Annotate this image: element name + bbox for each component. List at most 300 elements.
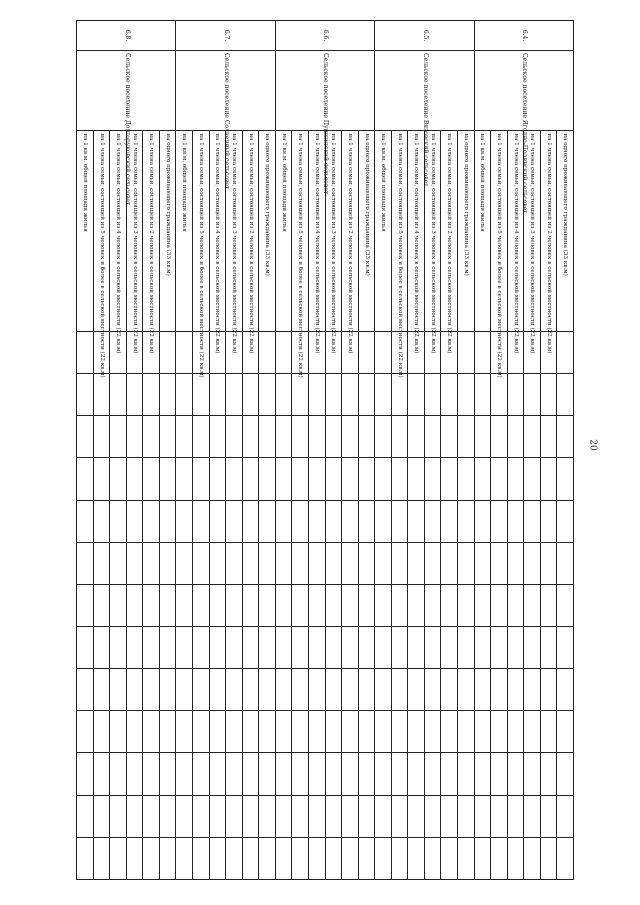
tariff-value bbox=[491, 711, 508, 753]
tariff-value bbox=[193, 669, 210, 711]
tariff-value bbox=[358, 542, 375, 584]
tariff-value bbox=[93, 500, 110, 542]
tariff-value bbox=[176, 458, 193, 500]
tariff-value bbox=[93, 542, 110, 584]
tariff-value bbox=[358, 416, 375, 458]
tariff-value bbox=[193, 416, 210, 458]
tariff-value bbox=[391, 669, 408, 711]
tariff-value bbox=[159, 669, 176, 711]
tariff-value bbox=[507, 500, 524, 542]
tariff-value bbox=[474, 584, 491, 626]
table-row bbox=[292, 21, 309, 880]
tariff-value bbox=[325, 711, 342, 753]
tariff-value bbox=[226, 584, 243, 626]
tariff-value bbox=[159, 374, 176, 416]
tariff-value bbox=[458, 584, 475, 626]
tariff-value bbox=[309, 542, 326, 584]
tariff-table-body bbox=[77, 21, 574, 880]
table-row bbox=[474, 21, 491, 880]
section-name: Сельское поселение Пушкинский сельсовет bbox=[275, 51, 374, 131]
tariff-value bbox=[474, 753, 491, 795]
tariff-value bbox=[110, 669, 127, 711]
tariff-value bbox=[159, 542, 176, 584]
tariff-value bbox=[242, 753, 259, 795]
tariff-value bbox=[342, 416, 359, 458]
tariff-value bbox=[193, 795, 210, 837]
tariff-value bbox=[226, 458, 243, 500]
tariff-value bbox=[77, 416, 94, 458]
tariff-value bbox=[275, 374, 292, 416]
tariff-value bbox=[358, 627, 375, 669]
tariff-value bbox=[126, 542, 143, 584]
tariff-value bbox=[77, 837, 94, 879]
tariff-value bbox=[424, 416, 441, 458]
tariff-value bbox=[110, 458, 127, 500]
tariff-value bbox=[507, 711, 524, 753]
tariff-value bbox=[408, 795, 425, 837]
tariff-value bbox=[126, 627, 143, 669]
tariff-value bbox=[259, 458, 276, 500]
tariff-value bbox=[193, 542, 210, 584]
tariff-value bbox=[458, 753, 475, 795]
tariff-value bbox=[93, 374, 110, 416]
tariff-value bbox=[441, 795, 458, 837]
tariff-value bbox=[491, 795, 508, 837]
tariff-value bbox=[540, 584, 557, 626]
tariff-value bbox=[491, 458, 508, 500]
tariff-value bbox=[259, 627, 276, 669]
tariff-value bbox=[77, 795, 94, 837]
tariff-value bbox=[458, 837, 475, 879]
tariff-value bbox=[491, 416, 508, 458]
tariff-value bbox=[524, 458, 541, 500]
tariff-value bbox=[342, 627, 359, 669]
tariff-value bbox=[474, 458, 491, 500]
tariff-value bbox=[209, 627, 226, 669]
tariff-value bbox=[193, 627, 210, 669]
row-description: на 1 члена семьи, состоящей из 2 человек в сельской местности (22 кв.м) bbox=[342, 131, 359, 332]
tariff-value bbox=[176, 584, 193, 626]
row-description: на 1 кв.м. общей площади жилья bbox=[77, 131, 94, 332]
tariff-value bbox=[159, 416, 176, 458]
tariff-value bbox=[342, 795, 359, 837]
tariff-value bbox=[176, 500, 193, 542]
tariff-value bbox=[193, 500, 210, 542]
tariff-value bbox=[441, 711, 458, 753]
table-row bbox=[441, 21, 458, 880]
section-number: 6.6. bbox=[275, 21, 374, 51]
tariff-value bbox=[391, 416, 408, 458]
tariff-value bbox=[491, 753, 508, 795]
tariff-value bbox=[275, 669, 292, 711]
tariff-value bbox=[441, 458, 458, 500]
tariff-value bbox=[491, 837, 508, 879]
tariff-value bbox=[441, 542, 458, 584]
tariff-value bbox=[524, 669, 541, 711]
tariff-value bbox=[309, 584, 326, 626]
tariff-value bbox=[557, 458, 574, 500]
row-description: на 1 члена семьи, состоящей из 4 человек в сельской местности (22 кв.м) bbox=[309, 131, 326, 332]
tariff-value bbox=[209, 711, 226, 753]
tariff-value bbox=[424, 837, 441, 879]
tariff-value bbox=[375, 669, 392, 711]
tariff-value bbox=[342, 711, 359, 753]
tariff-value bbox=[309, 711, 326, 753]
tariff-value bbox=[93, 584, 110, 626]
tariff-value bbox=[408, 669, 425, 711]
tariff-value bbox=[93, 458, 110, 500]
tariff-value bbox=[226, 669, 243, 711]
tariff-value bbox=[540, 795, 557, 837]
tariff-value bbox=[441, 416, 458, 458]
tariff-value bbox=[193, 837, 210, 879]
tariff-value bbox=[143, 669, 160, 711]
tariff-value bbox=[540, 458, 557, 500]
tariff-value bbox=[110, 542, 127, 584]
row-description: на 1 члена семьи, состоящей из 5 человек и более в сельской местности (22 кв.м) bbox=[391, 131, 408, 332]
tariff-value bbox=[242, 795, 259, 837]
tariff-value bbox=[391, 458, 408, 500]
tariff-value bbox=[126, 837, 143, 879]
tariff-value bbox=[491, 584, 508, 626]
tariff-value bbox=[458, 711, 475, 753]
tariff-value bbox=[524, 795, 541, 837]
tariff-value bbox=[358, 837, 375, 879]
tariff-value bbox=[441, 837, 458, 879]
row-description: на одного проживающего гражданина (33 кв.м) bbox=[159, 131, 176, 332]
tariff-value bbox=[110, 374, 127, 416]
tariff-value bbox=[375, 584, 392, 626]
tariff-value bbox=[159, 500, 176, 542]
tariff-value bbox=[507, 458, 524, 500]
tariff-value bbox=[524, 500, 541, 542]
tariff-value bbox=[275, 753, 292, 795]
row-description: на 1 члена семьи, состоящей из 2 человек в сельской местности (22 кв.м) bbox=[242, 131, 259, 332]
tariff-value bbox=[309, 416, 326, 458]
section-number: 6.5. bbox=[375, 21, 474, 51]
tariff-value bbox=[557, 416, 574, 458]
tariff-value bbox=[458, 458, 475, 500]
tariff-value bbox=[474, 837, 491, 879]
tariff-value bbox=[143, 753, 160, 795]
tariff-value bbox=[275, 627, 292, 669]
tariff-value bbox=[259, 795, 276, 837]
tariff-value bbox=[259, 500, 276, 542]
tariff-value bbox=[474, 374, 491, 416]
tariff-value bbox=[143, 584, 160, 626]
tariff-value bbox=[408, 627, 425, 669]
tariff-value bbox=[242, 458, 259, 500]
row-description: на одного проживающего гражданина (33 кв.м) bbox=[458, 131, 475, 332]
tariff-value bbox=[375, 458, 392, 500]
tariff-value bbox=[507, 627, 524, 669]
tariff-value bbox=[143, 795, 160, 837]
tariff-value bbox=[309, 627, 326, 669]
tariff-value bbox=[358, 795, 375, 837]
tariff-value bbox=[159, 458, 176, 500]
tariff-value bbox=[193, 753, 210, 795]
tariff-value bbox=[342, 584, 359, 626]
tariff-value bbox=[325, 416, 342, 458]
tariff-value bbox=[441, 627, 458, 669]
tariff-value bbox=[507, 795, 524, 837]
tariff-value bbox=[491, 374, 508, 416]
tariff-value bbox=[358, 584, 375, 626]
tariff-value bbox=[226, 837, 243, 879]
section-number: 6.7. bbox=[176, 21, 275, 51]
tariff-value bbox=[309, 795, 326, 837]
tariff-value bbox=[209, 669, 226, 711]
tariff-value bbox=[342, 542, 359, 584]
tariff-value bbox=[358, 753, 375, 795]
tariff-value bbox=[77, 669, 94, 711]
tariff-value bbox=[524, 753, 541, 795]
tariff-value bbox=[242, 627, 259, 669]
tariff-value bbox=[176, 332, 193, 374]
tariff-value bbox=[458, 500, 475, 542]
tariff-value bbox=[309, 458, 326, 500]
tariff-value bbox=[275, 795, 292, 837]
table-row bbox=[242, 21, 259, 880]
tariff-value bbox=[209, 458, 226, 500]
tariff-value bbox=[275, 458, 292, 500]
tariff-value bbox=[424, 795, 441, 837]
tariff-value bbox=[110, 753, 127, 795]
tariff-value bbox=[557, 753, 574, 795]
tariff-value bbox=[226, 542, 243, 584]
row-description: на 1 члена семьи, состоящей из 5 человек и более в сельской местности (22 кв.м) bbox=[491, 131, 508, 332]
tariff-value bbox=[209, 795, 226, 837]
tariff-value bbox=[143, 627, 160, 669]
tariff-value bbox=[325, 669, 342, 711]
tariff-value bbox=[375, 837, 392, 879]
tariff-value bbox=[226, 627, 243, 669]
tariff-value bbox=[358, 374, 375, 416]
tariff-value bbox=[77, 711, 94, 753]
tariff-value bbox=[408, 753, 425, 795]
tariff-value bbox=[143, 416, 160, 458]
tariff-value bbox=[176, 627, 193, 669]
tariff-value bbox=[540, 416, 557, 458]
tariff-value bbox=[292, 795, 309, 837]
tariff-value bbox=[209, 416, 226, 458]
tariff-value bbox=[391, 542, 408, 584]
table-row bbox=[342, 21, 359, 880]
tariff-value bbox=[275, 416, 292, 458]
row-description: на одного проживающего гражданина (33 кв.м) bbox=[259, 131, 276, 332]
tariff-value bbox=[424, 374, 441, 416]
tariff-value bbox=[110, 584, 127, 626]
tariff-value bbox=[325, 584, 342, 626]
tariff-value bbox=[226, 416, 243, 458]
table-row bbox=[193, 21, 210, 880]
tariff-value bbox=[540, 374, 557, 416]
table-row bbox=[540, 21, 557, 880]
tariff-value bbox=[391, 584, 408, 626]
row-description: на 1 кв.м. общей площади жилья bbox=[474, 131, 491, 332]
tariff-value bbox=[143, 711, 160, 753]
tariff-value bbox=[110, 416, 127, 458]
tariff-value bbox=[126, 753, 143, 795]
tariff-value bbox=[375, 711, 392, 753]
tariff-value bbox=[209, 753, 226, 795]
tariff-value bbox=[93, 753, 110, 795]
row-description: на 1 члена семьи, состоящей из 4 человек в сельской местности (22 кв.м) bbox=[507, 131, 524, 332]
tariff-value bbox=[408, 542, 425, 584]
row-description: на одного проживающего гражданина (33 кв.м) bbox=[557, 131, 574, 332]
tariff-value bbox=[93, 795, 110, 837]
tariff-value bbox=[325, 627, 342, 669]
tariff-value bbox=[275, 500, 292, 542]
tariff-value bbox=[358, 500, 375, 542]
tariff-value bbox=[325, 542, 342, 584]
tariff-value bbox=[408, 584, 425, 626]
tariff-value bbox=[176, 795, 193, 837]
tariff-value bbox=[458, 627, 475, 669]
tariff-value bbox=[242, 837, 259, 879]
table-row bbox=[275, 21, 292, 880]
tariff-value bbox=[342, 374, 359, 416]
tariff-value bbox=[325, 837, 342, 879]
tariff-value bbox=[176, 753, 193, 795]
tariff-value bbox=[342, 669, 359, 711]
tariff-value bbox=[275, 837, 292, 879]
tariff-value bbox=[391, 795, 408, 837]
tariff-value bbox=[193, 458, 210, 500]
tariff-value bbox=[524, 416, 541, 458]
tariff-value bbox=[93, 416, 110, 458]
row-description: на 1 члена семьи, состоящей из 5 человек и более в сельской местности (22 кв.м) bbox=[193, 131, 210, 332]
tariff-value bbox=[275, 711, 292, 753]
tariff-value bbox=[424, 753, 441, 795]
tariff-value bbox=[474, 542, 491, 584]
tariff-value bbox=[226, 374, 243, 416]
tariff-value bbox=[209, 837, 226, 879]
tariff-value bbox=[209, 584, 226, 626]
tariff-value bbox=[159, 584, 176, 626]
row-description: на 1 члена семьи, состоящей из 3 человек в сельской местности (22 кв.м) bbox=[126, 131, 143, 332]
tariff-value bbox=[342, 837, 359, 879]
tariff-value bbox=[242, 711, 259, 753]
tariff-value bbox=[342, 753, 359, 795]
tariff-value bbox=[540, 837, 557, 879]
tariff-value bbox=[441, 584, 458, 626]
row-description: на 1 члена семьи, состоящей из 2 человек в сельской местности (22 кв.м) bbox=[441, 131, 458, 332]
tariff-value bbox=[458, 332, 475, 374]
tariff-value bbox=[242, 542, 259, 584]
tariff-value bbox=[408, 500, 425, 542]
tariff-value bbox=[176, 416, 193, 458]
tariff-value bbox=[474, 669, 491, 711]
tariff-value bbox=[524, 374, 541, 416]
tariff-value bbox=[93, 627, 110, 669]
tariff-value bbox=[93, 669, 110, 711]
row-description: на 1 кв.м. общей площади жилья bbox=[375, 131, 392, 332]
document-sheet bbox=[76, 20, 574, 880]
tariff-value bbox=[110, 795, 127, 837]
tariff-value bbox=[375, 795, 392, 837]
table-row bbox=[491, 21, 508, 880]
row-description: на 1 члена семьи, состоящей из 2 человек в сельской местности (22 кв.м) bbox=[540, 131, 557, 332]
tariff-value bbox=[259, 584, 276, 626]
tariff-value bbox=[325, 374, 342, 416]
tariff-value bbox=[325, 795, 342, 837]
tariff-value bbox=[193, 584, 210, 626]
tariff-value bbox=[259, 332, 276, 374]
section-name: Сельское поселение Солнечный сельсовет bbox=[176, 51, 275, 131]
tariff-value bbox=[557, 332, 574, 374]
tariff-value bbox=[540, 542, 557, 584]
table-row bbox=[375, 21, 392, 880]
tariff-value bbox=[557, 711, 574, 753]
tariff-value bbox=[424, 500, 441, 542]
tariff-value bbox=[325, 458, 342, 500]
tariff-value bbox=[474, 627, 491, 669]
tariff-value bbox=[242, 374, 259, 416]
tariff-value bbox=[226, 753, 243, 795]
tariff-value bbox=[292, 584, 309, 626]
table-row bbox=[159, 21, 176, 880]
tariff-value bbox=[557, 500, 574, 542]
tariff-value bbox=[424, 458, 441, 500]
tariff-value bbox=[309, 753, 326, 795]
tariff-value bbox=[143, 542, 160, 584]
tariff-value bbox=[292, 416, 309, 458]
tariff-value bbox=[540, 627, 557, 669]
tariff-value bbox=[209, 374, 226, 416]
tariff-value bbox=[292, 374, 309, 416]
rotated-table-container bbox=[76, 20, 574, 880]
tariff-value bbox=[391, 627, 408, 669]
tariff-value bbox=[259, 837, 276, 879]
tariff-value bbox=[375, 374, 392, 416]
tariff-value bbox=[424, 669, 441, 711]
tariff-value bbox=[375, 332, 392, 374]
tariff-value bbox=[507, 584, 524, 626]
table-row bbox=[176, 21, 193, 880]
tariff-value bbox=[159, 795, 176, 837]
tariff-value bbox=[342, 500, 359, 542]
tariff-value bbox=[292, 711, 309, 753]
tariff-value bbox=[557, 584, 574, 626]
tariff-value bbox=[159, 627, 176, 669]
row-description: на 1 члена семьи, состоящей из 5 человек и более в сельской местности (22 кв.м) bbox=[292, 131, 309, 332]
tariff-value bbox=[424, 627, 441, 669]
tariff-value bbox=[275, 542, 292, 584]
tariff-value bbox=[176, 669, 193, 711]
row-description: на 1 члена семьи, состоящей из 3 человек в сельской местности (22 кв.м) bbox=[524, 131, 541, 332]
row-description: на одного проживающего гражданина (33 кв.м) bbox=[358, 131, 375, 332]
tariff-value bbox=[77, 627, 94, 669]
tariff-value bbox=[242, 416, 259, 458]
tariff-value bbox=[358, 711, 375, 753]
tariff-value bbox=[292, 627, 309, 669]
tariff-value bbox=[259, 753, 276, 795]
tariff-value bbox=[110, 711, 127, 753]
tariff-value bbox=[391, 374, 408, 416]
tariff-value bbox=[408, 416, 425, 458]
section-name: Сельское поселение Ягодно-Полянский сельсовет bbox=[474, 51, 573, 131]
tariff-value bbox=[458, 795, 475, 837]
tariff-value bbox=[491, 542, 508, 584]
tariff-value bbox=[507, 374, 524, 416]
tariff-value bbox=[391, 500, 408, 542]
table-row bbox=[458, 21, 475, 880]
tariff-value bbox=[507, 542, 524, 584]
tariff-value bbox=[507, 669, 524, 711]
tariff-value bbox=[159, 837, 176, 879]
tariff-value bbox=[159, 753, 176, 795]
